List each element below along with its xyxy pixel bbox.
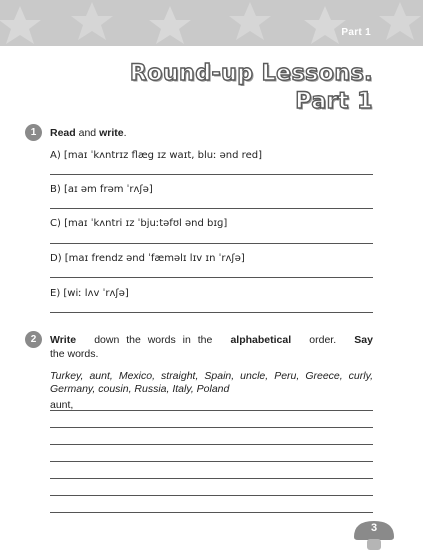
answer-line[interactable] [50,512,373,513]
transcription-item-b: B) [aɪ əm frəm ˈrʌʃə] [50,184,153,195]
star-shape [149,6,191,44]
page-number: 3 [370,522,378,534]
answer-line[interactable] [50,243,373,244]
exercise-2-instruction [50,333,373,361]
instruction-verb: Write [50,334,77,346]
transcription-item-c: C) [maɪ ˈkʌntri ɪz ˈbjuːtəfʊl ənd bɪɡ] [50,218,228,229]
answer-line[interactable] [50,478,373,479]
instruction-verb: write [99,127,124,139]
answer-line[interactable] [50,208,373,209]
transcription-item-d: D) [maɪ frendz ənd ˈfæməlɪ lɪv ɪn ˈrʌʃə] [50,253,245,264]
instruction-text: down the words in the [94,334,213,346]
transcription-item-e: E) [wiː lʌv ˈrʌʃə] [50,288,129,299]
answer-line[interactable] [50,495,373,496]
exercise-1-number: 1 [25,124,42,141]
instruction-text: and [78,127,97,139]
header-band [0,0,423,46]
instruction-verb: Read [50,127,76,139]
answer-line[interactable] [50,461,373,462]
star-shape [229,2,271,40]
instruction-text: order. [309,334,337,346]
instruction-keyword: alphabetical [230,334,292,346]
star-shape [304,6,346,44]
part-label: Part 1 [341,27,371,38]
answer-line[interactable] [50,410,373,411]
exercise-2-number: 2 [25,331,42,348]
instruction-verb: Say [354,334,373,346]
answer-line[interactable] [50,174,373,175]
instruction-line-1 [50,333,373,347]
answer-line[interactable] [50,444,373,445]
star-shape [379,2,421,40]
exercise-1-instruction [50,126,127,140]
star-shape [0,6,41,44]
star-pattern [0,0,423,46]
page-title-line2: Part 1 [295,89,373,114]
instruction-line-2: the words. [50,348,99,360]
word-list: Turkey, aunt, Mexico, straight, Spain, uncle, Peru, Greece, curly, Germany, cousin, Russia, Italy, Poland [50,370,373,395]
sample-answer: aunt, [50,399,74,411]
answer-line[interactable] [50,277,373,278]
answer-line[interactable] [50,427,373,428]
transcription-item-a: A) [maɪ ˈkʌntrɪz flæg ɪz waɪt, bluː ənd red] [50,150,262,161]
page-title-line1: Round-up Lessons. [129,61,373,86]
star-shape [71,2,113,40]
answer-line[interactable] [50,312,373,313]
instruction-text: . [123,127,127,139]
